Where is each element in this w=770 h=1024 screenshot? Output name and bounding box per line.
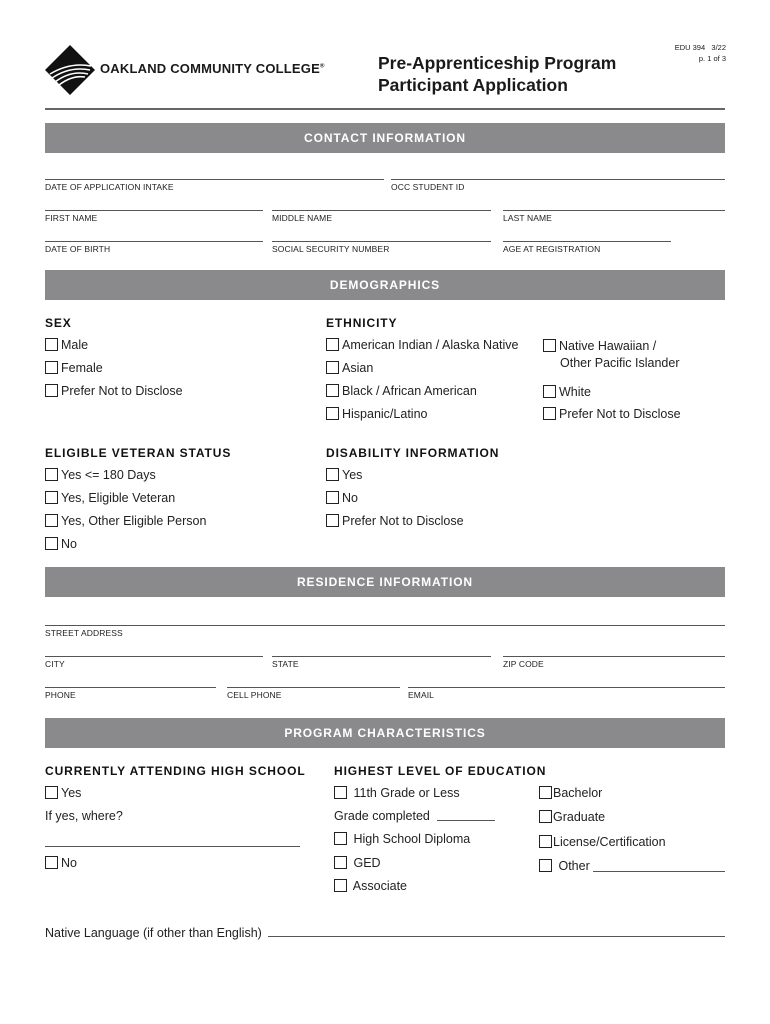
ethnicity-option-asian[interactable]: Asian (326, 361, 373, 375)
checkbox[interactable] (334, 786, 347, 799)
grade-completed-label: Grade completed (334, 809, 430, 823)
education-option-hs-diploma[interactable]: High School Diploma (334, 832, 470, 846)
checkbox[interactable] (326, 338, 339, 351)
checkbox[interactable] (326, 384, 339, 397)
checkbox[interactable] (334, 856, 347, 869)
form-code: EDU 394 3/22 p. 1 of 3 (674, 43, 726, 63)
street-address-field[interactable] (45, 625, 725, 626)
student-id-field[interactable] (391, 179, 725, 180)
checkbox[interactable] (45, 491, 58, 504)
ethnicity-option-black[interactable]: Black / African American (326, 384, 477, 398)
ethnicity-option-white[interactable]: White (543, 385, 591, 399)
ethnicity-option-hispanic[interactable]: Hispanic/Latino (326, 407, 427, 421)
high-school-option-no[interactable]: No (45, 856, 77, 870)
veteran-option-eligible[interactable]: Yes, Eligible Veteran (45, 491, 175, 505)
checkbox[interactable] (539, 810, 552, 823)
disability-heading: DISABILITY INFORMATION (326, 446, 500, 460)
grade-completed-field[interactable] (437, 820, 495, 821)
intake-date-field[interactable] (45, 179, 384, 180)
college-logo-icon (44, 44, 96, 96)
checkbox[interactable] (326, 361, 339, 374)
checkbox[interactable] (45, 856, 58, 869)
residence-section-header: RESIDENCE INFORMATION (45, 567, 725, 597)
ethnicity-option-undisclosed[interactable]: Prefer Not to Disclose (543, 407, 681, 421)
first-name-field[interactable] (45, 210, 263, 211)
education-option-license[interactable]: License/Certification (539, 835, 666, 849)
cell-phone-label: CELL PHONE (227, 690, 282, 700)
checkbox[interactable] (45, 338, 58, 351)
veteran-option-180-days[interactable]: Yes <= 180 Days (45, 468, 156, 482)
checkbox[interactable] (326, 491, 339, 504)
high-school-heading: CURRENTLY ATTENDING HIGH SCHOOL (45, 764, 306, 778)
veteran-option-no[interactable]: No (45, 537, 77, 551)
form-title: Pre-Apprenticeship Program Participant Application (378, 53, 617, 95)
checkbox[interactable] (334, 832, 347, 845)
intake-date-label: DATE OF APPLICATION INTAKE (45, 182, 174, 192)
checkbox[interactable] (539, 835, 552, 848)
checkbox[interactable] (543, 385, 556, 398)
sex-option-undisclosed[interactable]: Prefer Not to Disclose (45, 384, 183, 398)
high-school-option-yes[interactable]: Yes (45, 786, 81, 800)
phone-field[interactable] (45, 687, 216, 688)
email-label: EMAIL (408, 690, 435, 700)
checkbox[interactable] (543, 407, 556, 420)
high-school-where-label: If yes, where? (45, 809, 123, 823)
veteran-option-other-person[interactable]: Yes, Other Eligible Person (45, 514, 206, 528)
middle-name-label: MIDDLE NAME (272, 213, 333, 223)
checkbox[interactable] (539, 859, 552, 872)
last-name-field[interactable] (503, 210, 725, 211)
checkbox[interactable] (326, 514, 339, 527)
dob-field[interactable] (45, 241, 263, 242)
street-address-label: STREET ADDRESS (45, 628, 123, 638)
zip-label: ZIP CODE (503, 659, 544, 669)
checkbox[interactable] (334, 879, 347, 892)
zip-field[interactable] (503, 656, 725, 657)
first-name-label: FIRST NAME (45, 213, 98, 223)
program-section-header: PROGRAM CHARACTERISTICS (45, 718, 725, 748)
city-field[interactable] (45, 656, 263, 657)
contact-section-header: CONTACT INFORMATION (45, 123, 725, 153)
middle-name-field[interactable] (272, 210, 491, 211)
checkbox[interactable] (326, 468, 339, 481)
city-label: CITY (45, 659, 65, 669)
education-heading: HIGHEST LEVEL OF EDUCATION (334, 764, 547, 778)
native-language-field[interactable] (268, 936, 725, 937)
disability-option-no[interactable]: No (326, 491, 358, 505)
cell-phone-field[interactable] (227, 687, 400, 688)
ethnicity-option-american-indian[interactable]: American Indian / Alaska Native (326, 338, 518, 352)
state-label: STATE (272, 659, 299, 669)
checkbox[interactable] (539, 786, 552, 799)
student-id-label: OCC STUDENT ID (391, 182, 465, 192)
sex-option-male[interactable]: Male (45, 338, 88, 352)
age-field[interactable] (503, 241, 671, 242)
education-other-field[interactable] (593, 871, 725, 872)
high-school-where-field[interactable] (45, 846, 300, 847)
email-field[interactable] (408, 687, 725, 688)
education-option-ged[interactable]: GED (334, 856, 381, 870)
checkbox[interactable] (45, 384, 58, 397)
checkbox[interactable] (543, 339, 556, 352)
last-name-label: LAST NAME (503, 213, 552, 223)
sex-option-female[interactable]: Female (45, 361, 103, 375)
disability-option-yes[interactable]: Yes (326, 468, 362, 482)
dob-label: DATE OF BIRTH (45, 244, 111, 254)
education-option-other[interactable]: Other (539, 859, 590, 873)
education-option-associate[interactable]: Associate (334, 879, 407, 893)
education-option-11th-grade[interactable]: 11th Grade or Less (334, 786, 460, 800)
checkbox[interactable] (45, 361, 58, 374)
education-option-bachelor[interactable]: Bachelor (539, 786, 602, 800)
education-option-graduate[interactable]: Graduate (539, 810, 605, 824)
ssn-label: SOCIAL SECURITY NUMBER (272, 244, 390, 254)
demographics-section-header: DEMOGRAPHICS (45, 270, 725, 300)
sex-heading: SEX (45, 316, 72, 330)
age-label: AGE AT REGISTRATION (503, 244, 601, 254)
ethnicity-option-native-hawaiian[interactable]: Native Hawaiian / Other Pacific Islander (543, 338, 680, 372)
disability-option-undisclosed[interactable]: Prefer Not to Disclose (326, 514, 464, 528)
veteran-heading: ELIGIBLE VETERAN STATUS (45, 446, 232, 460)
header-divider (45, 108, 725, 110)
college-name: OAKLAND COMMUNITY COLLEGE® (100, 61, 325, 76)
state-field[interactable] (272, 656, 491, 657)
ssn-field[interactable] (272, 241, 491, 242)
checkbox[interactable] (326, 407, 339, 420)
checkbox[interactable] (45, 537, 58, 550)
checkbox[interactable] (45, 786, 58, 799)
checkbox[interactable] (45, 514, 58, 527)
ethnicity-heading: ETHNICITY (326, 316, 398, 330)
native-language-label: Native Language (if other than English) (45, 926, 262, 940)
checkbox[interactable] (45, 468, 58, 481)
phone-label: PHONE (45, 690, 76, 700)
